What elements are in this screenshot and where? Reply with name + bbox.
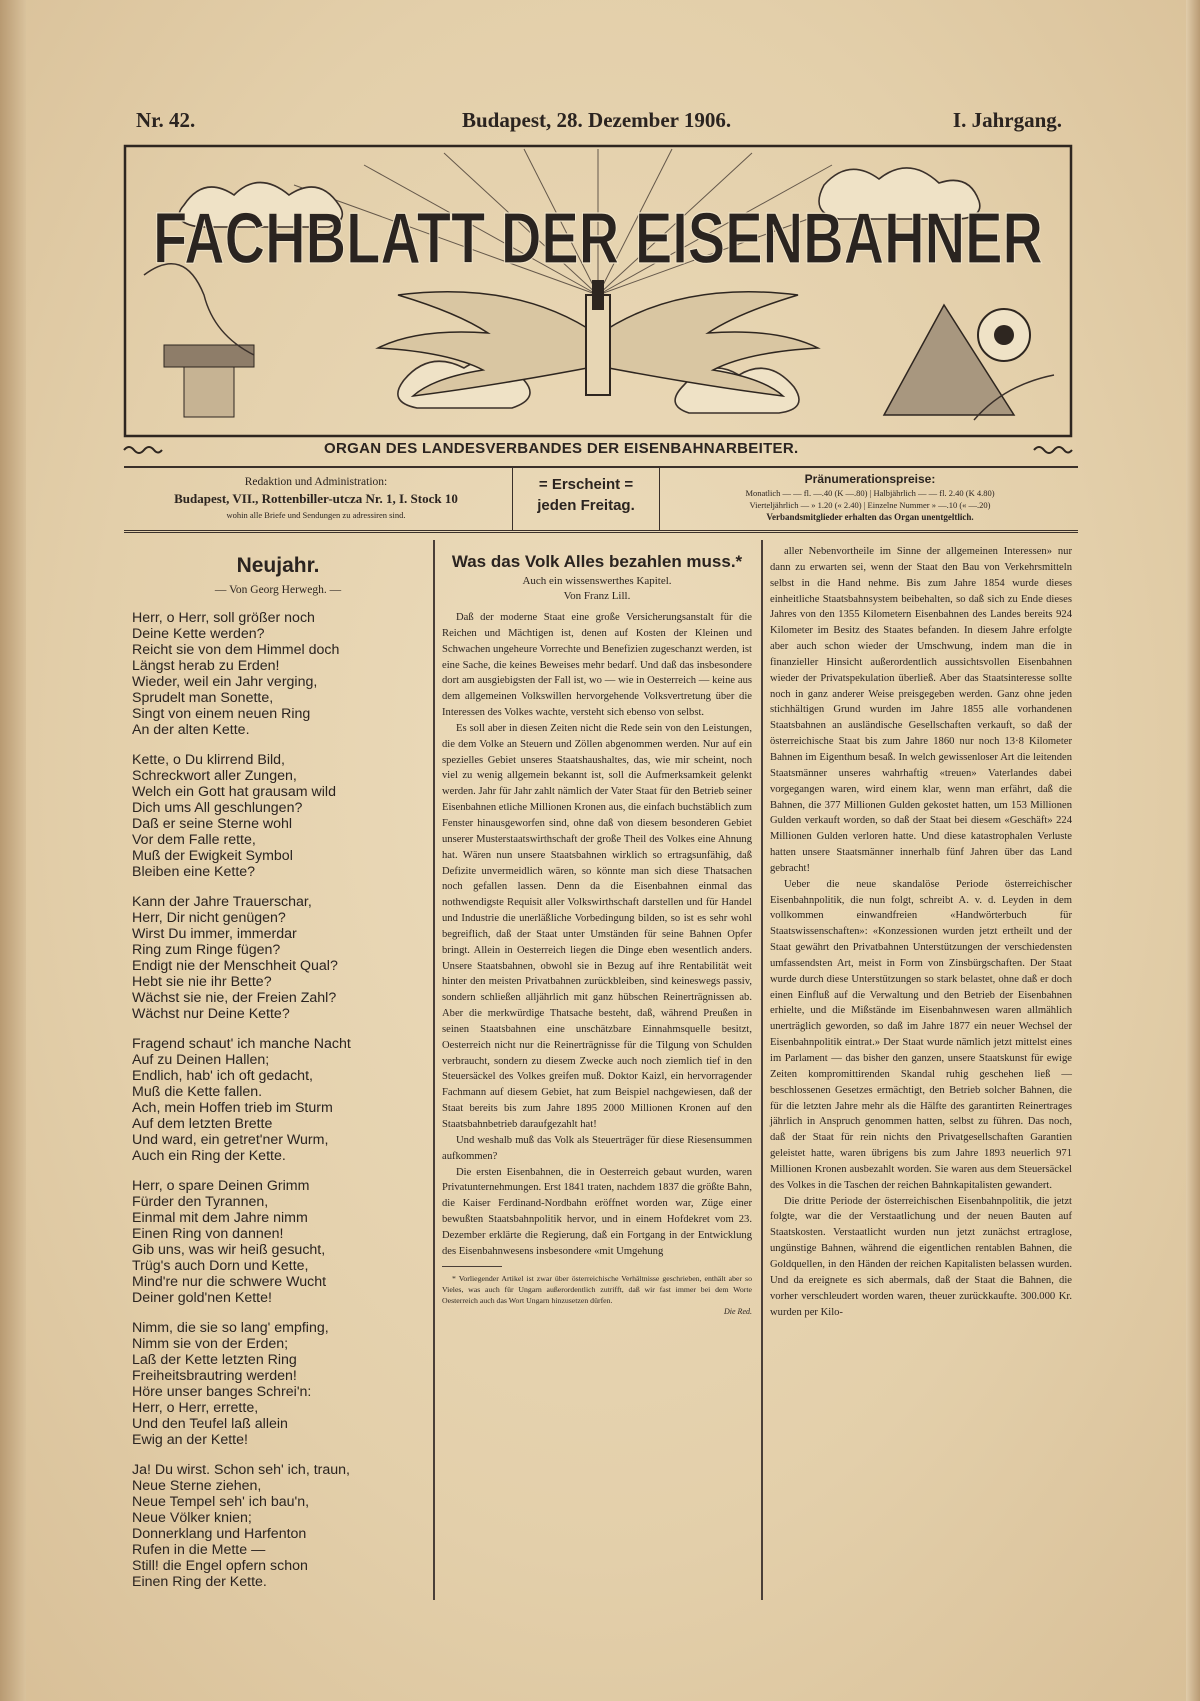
poem-verse: Und den Teufel laß allein — [132, 1416, 288, 1432]
footnote-signature: Die Red. — [724, 1306, 752, 1316]
article-paragraph: Es soll aber in diesen Zeiten nicht die Rede sein von den Leistungen, die dem Volke an Steuern und Zöllen abgenommen werden. Nur auf ein spezielles Gebiet unseres Staatshaushaltes, das, wie mir scheint, noch viel zu wenig allgemein bekannt ist, soll die Aufmerksamkeit gelenkt werden. Jahr für Jahr zahlt nämlich der Vater Staat für den Betrieb seiner Eisenbahnen etliche Millionen Kronen aus, die einfach buchstäblich zum Fenster hinausgeworfen sind, ohne daß von diesem besonderen Gebiet unserer Musterstaatswirthschaft der große Theil des Volkes eine Ahnung hat. Wären nun unsere Staatsbahnen wirklich so ertragsunfähig, daß Defizite unvermeidlich wären, so könnte man sich diese Thatsachen noch gefallen lassen. Denn da die Eisenbahnen einmal das nothwendigste Requisit aller Volkswirthschaft darstellen und für Handel und Industrie die unerläßliche Vorbedingung bilden, so ist es sehr wohl begreiflich, daß der Staat unter Umständen für seine Bahnen Opfer bringt. Allein in Oesterreich liegen die Dinge eben wesentlich anders. Unsere Staatsbahnen, obwohl sie in Bezug auf ihre Rentabilität weit hinter den meisten Privatbahnen zurückbleiben, sind keineswegs passiv, sondern schließen alljährlich mit ganz hübschen Reinerträgnissen ab. Aber die merkwürdige Thatsache besteht, daß, während Preußen in seinen Staatsbahnen eine unschätzbare Einnahmsquelle besitzt, Oesterreich nicht nur die Reinerträgnisse für die Tilgung von Schulden verbraucht, sondern zu diesem Zwecke auch noch ziemlich tief in den Steuersäckel des Volkes greifen muß. Doktor Kaizl, ein hervorragender Fachmann auf diesem Gebiet, hat zum Beispiel nachgewiesen, daß der Staat bereits bis zum Jahre 1895 2000 Millionen Kronen auf den Staatsbahnbetrieb daraufgezahlt hat! — [442, 722, 752, 1130]
prices-title: Pränumerationspreise: — [804, 472, 936, 486]
poem-verse: Muß der Ewigkeit Symbol — [132, 848, 293, 864]
poem-stanza — [132, 610, 424, 738]
article-paragraph: Daß der moderne Staat eine große Versicherungsanstalt für die Reichen und Mächtigen ist, denen auf Kosten der Kleinen und Schwachen ungeheure Vorrechte und Benefizien zugeschanzt werden, ist eine Sache, die keines Beweises mehr bedarf. Und daß das insbesondere dort am ausgiebigsten der Fall ist, wo — wie in Oesterreich — keine aus dem allgemeinen Volkswillen hervorgehende Volksvertretung über die Interessen des Volkes wachte, versteht sich ebenso von selbst. — [442, 612, 752, 719]
poem-stanza — [132, 1320, 424, 1448]
poem-stanza — [132, 1178, 424, 1306]
poem-verse: Donnerklang und Harfenton — [132, 1526, 307, 1542]
article-paragraph: Ueber die neue skandalöse Periode österreichischer Eisenbahnpolitik, die nun folgt, schreibt A. v. d. Leyden in dem vollkommen einwandfreien «Handwörterbuch für Staatswissenschaften»: «Konzessionen wurden jetzt ertheilt und der Staat gewährt den Privatbahnen Unterstützungen der verschiedensten umfassendsten Art, meist in Form von Zinsbürgschaften. Der Staat wurde durch diese Unterstützungen so stark belastet, ohne daß er doch einen Einfluß auf die Verwaltung und den Betrieb der Eisenbahnen erhielte, und die Mißstände im Eisenbahnwesen waren allmählich unerträglich geworden, so daß im Jahre 1877 ein neuer Wechsel der Eisenbahnpolitik eintrat.» Der Staat wurde nämlich jetzt mittelst eines im Parlament — das bisher den ganzen, unsere Staatskunst für ewige Zeiten kompromittirenden Skandal ruhig geschehen ließ — beschlossenen Gesetzes ermächtigt, den Betrieb solcher Bahnen, die für die letzten Jahre mehr als die Hälfte des garantirten Reinertrages jährlich in Anspruch genommen hatten, selbst zu führen. Das noch, daß der Staat für rein nichts den Privatgesellschaften Garantien geleistet hatte, waren übrigens bis zum Jahre 1893 neuerlich 971 Millionen Kronen ausbezahlt worden. Sie waren aus dem Steuersäckel des Volkes in die Taschen der reichen Bahnkapitalisten gewandert. — [770, 878, 1072, 1191]
poem-verse: Und ward, ein getret'ner Wurm, — [132, 1132, 329, 1148]
poem-title: Neujahr. — [236, 554, 320, 577]
prices-info — [662, 468, 1078, 530]
poem-verse: Sprudelt man Sonette, — [132, 690, 274, 706]
poem-verse: Herr, o Herr, errette, — [132, 1400, 259, 1416]
poem-verse: Wieder, weil ein Jahr verging, — [132, 674, 318, 690]
poem-verse: Endlich, hab' ich oft gedacht, — [132, 1068, 313, 1084]
column-rule-2 — [761, 540, 763, 1600]
issue-number: Nr. 42. — [136, 108, 196, 132]
footnote: * Vorliegender Artikel ist zwar über österreichische Verhältnisse geschrieben, enthält aber so Vieles, was auch für Ungarn außerordentlich zutrifft, daß wir fast immer bei dem Worte Oesterreich auch das Wort Ungarn hinzusetzen dürfen. — [442, 1273, 752, 1305]
poem-verse: Fürder den Tyrannen, — [132, 1194, 269, 1210]
poem-verse: Rufen in die Mette — — [132, 1542, 266, 1558]
appears-line1: = Erscheint = — [538, 476, 634, 493]
article-paragraph: Die ersten Eisenbahnen, die in Oesterreich gebaut wurden, waren Privatunternehmungen. Erst 1841 traten, nachdem 1837 die größte Bahn, die Kaiser Ferdinand-Nordbahn eröffnet worden war, Züge einer bewußten Staatsbahnpolitik hervor, und in einem Hofdekret vom 23. Dezember erklärte die Regierung, daß ein Fortgang in der Entwicklung des Eisenbahnwesens insbesondere «mit Umgehung — [442, 1166, 752, 1257]
volume: I. Jahrgang. — [952, 108, 1062, 132]
poem-verse: Ewig an der Kette! — [132, 1432, 248, 1448]
masthead-illustration — [124, 145, 1072, 437]
organ-line — [124, 440, 1072, 462]
appears-line2: jeden Freitag. — [537, 497, 635, 514]
article-subtitle: Auch ein wissenswerthes Kapitel. — [522, 575, 672, 587]
masthead — [124, 145, 1072, 437]
poem-verse: Laß der Kette letzten Ring — [132, 1352, 297, 1368]
article-body-2 — [770, 544, 1072, 1320]
poem-verse: Nimm sie von der Erden; — [132, 1336, 289, 1352]
poem-stanza — [132, 894, 424, 1022]
article-title: Was das Volk Alles bezahlen muss.* — [451, 552, 743, 571]
poem-verse: Trüg's auch Dorn und Kette, — [132, 1258, 309, 1274]
poem-verse: Fragend schaut' ich manche Nacht — [132, 1036, 351, 1052]
poem-verse: Endigt nie der Menschheit Qual? — [132, 958, 338, 974]
admin-info — [124, 468, 508, 530]
poem-verse: An der alten Kette. — [132, 722, 250, 738]
poem-verse: Herr, o Herr, soll größer noch — [132, 610, 315, 626]
poem-verse: Kann der Jahre Trauerschar, — [132, 894, 312, 910]
poem-verse: Auf dem letzten Brette — [132, 1116, 273, 1132]
appearance-info — [512, 468, 660, 530]
page-edge-left — [0, 0, 26, 1701]
poem-verse: Wirst Du immer, immerdar — [132, 926, 297, 942]
ornament-right-icon — [1034, 445, 1072, 455]
poem-verse: Dich ums All geschlungen? — [132, 800, 303, 816]
ornament-left-icon — [124, 445, 162, 455]
poem-verse: Einmal mit dem Jahre nimm — [132, 1210, 308, 1226]
poem-stanza — [132, 752, 424, 880]
poem-verse: Wächst nur Deine Kette? — [132, 1006, 290, 1022]
poem-verse: Einen Ring von dannen! — [132, 1226, 284, 1242]
poem-verse: Vor dem Falle rette, — [132, 832, 256, 848]
article-paragraph: Die dritte Periode der österreichischen Eisenbahnpolitik, die jetzt folgte, war die der Verstaatlichung und der neuen Bauten auf Staatskosten. Verstaatlicht wurden nun jetzt zunächst ertraglose, ungünstige Bahnen, während die eigentlichen rentablen Bahnen, die Goldquellen, in den Händen der reichen Kapitalisten belassen wurden. Und da ereignete es sich abermals, daß der Staat die Bahnen, die vorher verschleudert worden waren, theuer zurückkaufte. 300.000 Kr. wurden per Kilo- — [770, 1195, 1072, 1318]
footnote-rule — [442, 1266, 502, 1267]
poem-verse: Neue Sterne ziehen, — [132, 1478, 262, 1494]
poem-verse: Wächst sie nie, der Freien Zahl? — [132, 990, 337, 1006]
poem-verse: Herr, Dir nicht genügen? — [132, 910, 286, 926]
admin-note: wohin alle Briefe und Sendungen zu adressiren sind. — [226, 510, 406, 520]
poem-verse: Mind're nur die schwere Wucht — [132, 1274, 327, 1290]
admin-label: Redaktion und Administration: — [244, 476, 388, 488]
poem-verse: Bleiben eine Kette? — [132, 864, 256, 880]
poem-verse: Längst herab zu Erden! — [132, 658, 280, 674]
poem-verse: Deiner gold'nen Kette! — [132, 1290, 272, 1306]
article-paragraph: Und weshalb muß das Volk als Steuerträger für diese Riesensummen aufkommen? — [442, 1134, 752, 1162]
poem-verse: Neue Tempel seh' ich bau'n, — [132, 1494, 310, 1510]
poem-verse: Neue Völker knien; — [132, 1510, 252, 1526]
poem-verse: Auf zu Deinen Hallen; — [132, 1052, 270, 1068]
poem-verse: Ja! Du wirst. Schon seh' ich, traun, — [132, 1462, 350, 1478]
column-rule-1 — [433, 540, 435, 1600]
poem-verse: Hebt sie nie ihr Bette? — [132, 974, 272, 990]
poem-verse: Kette, o Du klirrend Bild, — [132, 752, 285, 768]
article-column-2 — [770, 544, 1072, 1320]
poem-verse: Auch ein Ring der Kette. — [132, 1148, 286, 1164]
organ-text: ORGAN DES LANDESVERBANDES DER EISENBAHNARBEITER. — [324, 440, 799, 457]
poem-verse: Gib uns, was wir heiß gesucht, — [132, 1242, 326, 1258]
poem-verse: Herr, o spare Deinen Grimm — [132, 1178, 310, 1194]
place-date: Budapest, 28. Dezember 1906. — [462, 108, 732, 132]
poem-verse: Muß die Kette fallen. — [132, 1084, 263, 1100]
poem-verse: Einen Ring der Kette. — [132, 1574, 267, 1590]
poem-stanzas — [132, 610, 424, 1590]
page-edge-right — [1186, 0, 1200, 1701]
masthead-title: FACHBLATT DER EISENBAHNER — [153, 199, 1043, 279]
admin-address: Budapest, VII., Rottenbiller-utcza Nr. 1, I. Stock 10 — [174, 491, 458, 506]
poem-verse: Welch ein Gott hat grausam wild — [132, 784, 336, 800]
article-author: Von Franz Lill. — [563, 590, 631, 602]
poem-verse: Still! die Engel opfern schon — [132, 1558, 308, 1574]
poem-verse: Deine Kette werden? — [132, 626, 265, 642]
poem-author: — Von Georg Herwegh. — — [214, 584, 342, 596]
poem-stanza — [132, 1462, 424, 1590]
poem-verse: Schreckwort aller Zungen, — [132, 768, 297, 784]
article-column-1 — [442, 544, 752, 1316]
poem-verse: Nimm, die sie so lang' empfing, — [132, 1320, 329, 1336]
article-body-1 — [442, 610, 752, 1260]
poem-verse: Freiheitsbrautring werden! — [132, 1368, 297, 1384]
poem-verse: Reicht sie von dem Himmel doch — [132, 642, 340, 658]
poem-verse: Ach, mein Hoffen trieb im Sturm — [132, 1100, 333, 1116]
members-note: Verbandsmitglieder erhalten das Organ unentgeltlich. — [766, 512, 974, 522]
poem-verse: Höre unser banges Schrei'n: — [132, 1384, 312, 1400]
poem-verse: Singt von einem neuen Ring — [132, 706, 311, 722]
info-bar — [124, 466, 1078, 533]
poem-stanza — [132, 1036, 424, 1164]
price-row-2: Vierteljährlich — » 1.20 (« 2.40) | Einzelne Nummer » —.10 (« —.20) — [749, 500, 991, 510]
poem-verse: Ring zum Ringe fügen? — [132, 942, 281, 958]
poem-verse: Daß er seine Sterne wohl — [132, 816, 293, 832]
price-row-1: Monatlich — — fl. —.40 (K —.80) | Halbjährlich — — fl. 2.40 (K 4.80) — [745, 488, 995, 498]
article-paragraph: aller Nebenvortheile im Sinne der allgemeinen Interessen» nur dann zu erwarten sei, wenn der Staat den Bau von Verkehrsmitteln selbst in die Hand nehme. Bis zum Jahre 1854 wurde dieses einheitliche Staatsbahnsystem beibehalten, so daß sich zu Ende dieses Jahres von den 1355 Kilometern Eisenbahnen des Landes bereits 924 Kilometer im Besitz des Staates befanden. In diesem Jahre erfolgte aber auch schon wieder der Umschwung, indem man die in finanzieller Hinsicht außerordentlich aussichtsvollen Eisenbahnen wieder der Privatspekulation überließ. Aber das Staatsinteresse sollte noch in ganz anderer Weise preisgegeben werden. Ganz ohne jeden stichhältigen Grund wurden im Jahre 1855 alle vorhandenen Staatsbahnen an ausländische Gesellschaften verkauft, so daß der österreichische Staat bis zum Jahre 1860 nur noch 13·8 Kilometer Bahnen im Eigenthum besaß. In welch gewissenloser Art die leitenden Staatsmänner unseres wahrhaftig «treuen» Vaterlandes dabei vorgegangen waren, wird einem klar, wenn man erfährt, daß die Bahnen, die 377 Millionen Gulden gekostet hatten, um 153 Millionen Gulden verkauft worden, so daß der Staat bei diesem «Geschäft» 224 Millionen Gulden verloren hatte. Und diese katastrophalen Verluste hatten unsere Staatsmänner innerhalb fünf Jahren über das Land gebracht! — [770, 546, 1072, 874]
poem-column — [132, 544, 424, 1604]
header-line — [136, 108, 1062, 138]
